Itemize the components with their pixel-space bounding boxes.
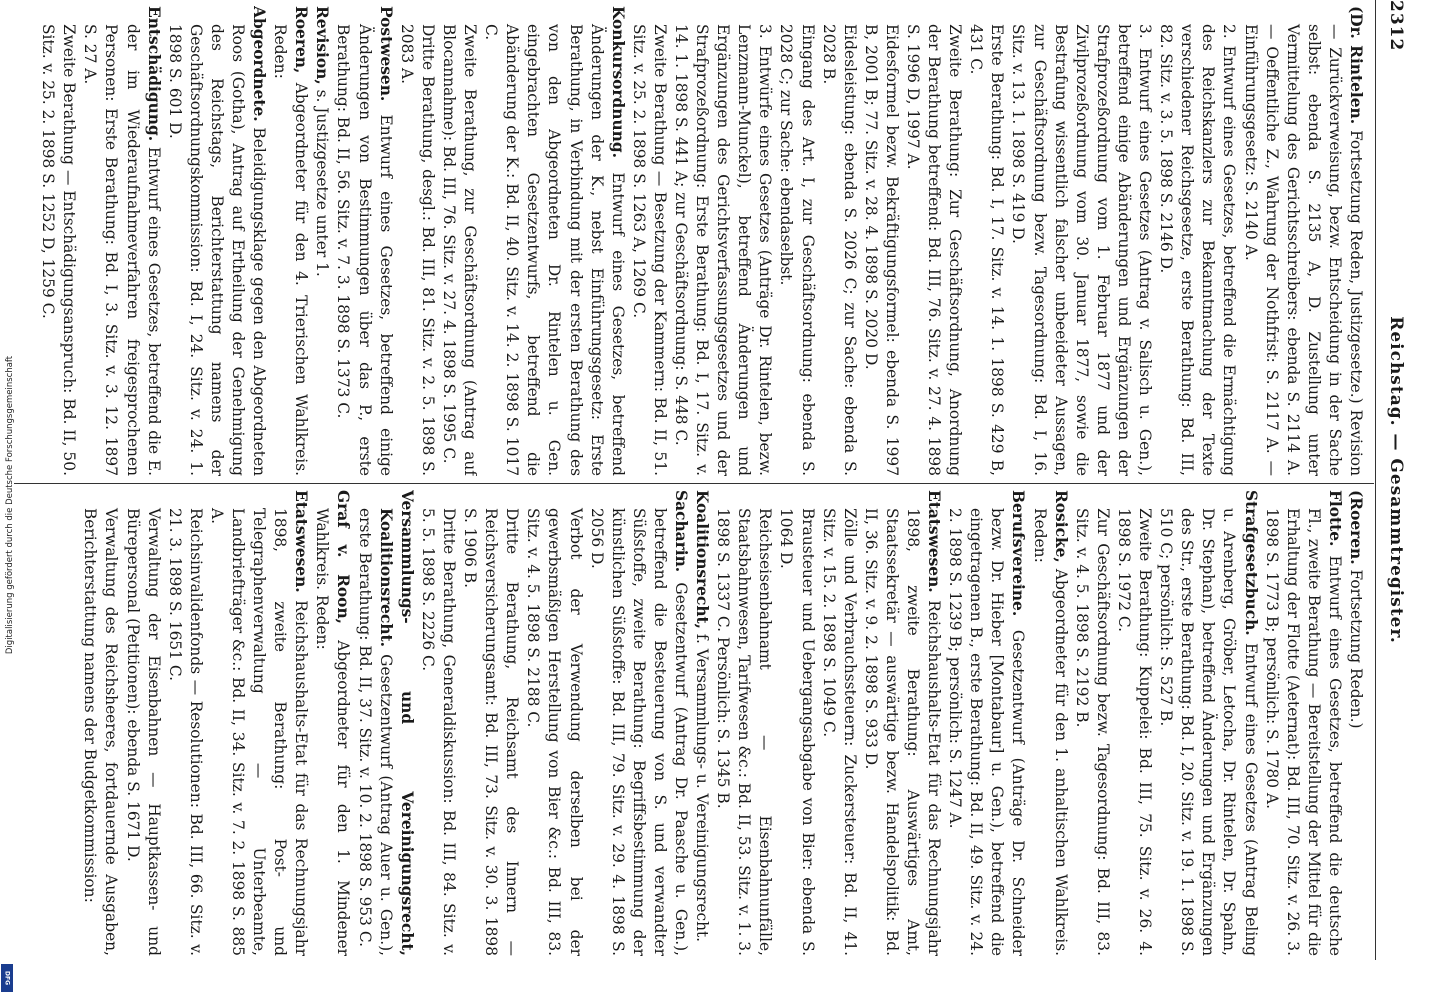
entry-text: Abgeordneter für den 1. Mindener Wahlkreis. Reden:	[313, 508, 353, 956]
entry-lemma: (Roeren.	[1347, 490, 1365, 565]
right-column	[6, 490, 1366, 956]
entry-text: Beleidigungsklage gegen den Abgeordneten Roos (Gotha), Antrag auf Ertheilung der Genehmigung des Reichstags, Berichterstattung namens der Geschäftsordnungskommission: Bd. I, 24. Sitz. v. 24. 1. 1898 S. 601 D.	[165, 24, 269, 476]
entry-text: Entwurf eines Gesetzes, betreffend die E. der im Wiederaufnahmeverfahren freigesprochenen Personen: Erste Berathung: Bd. I, 3. Sitz. v. 3. 12. 1897 S. 27 A.	[81, 24, 163, 476]
entry-lemma: Etatswesen.	[292, 490, 311, 593]
page-number: 2312	[1386, 0, 1406, 52]
entry-text: Zweite Berathung — Entschädigungsanspruch: Bd. II, 50. Sitz. v. 25. 2. 1898 S. 1252 D, 1259 C.	[39, 24, 79, 476]
register-entry	[1007, 6, 1155, 476]
entry-text: Eingang des Art. I, zur Geschäftsordnung: ebenda S. 2028 C; zur Sache: ebendaselbst.	[777, 24, 817, 476]
entry-text: Dritte Berathung, desgl.: Bd. III, 81. Sitz. v. 2. 5. 1898 S. 2083 A.	[397, 24, 437, 476]
entry-text: Reichsinvalidenfonds — Resolutionen: Bd. III, 66. Sitz. v. 21. 3. 1898 S. 1651 C.	[165, 508, 205, 956]
entry-text: Zweite Berathung: Kuppelei: Bd. III, 75. Sitz. v. 26. 4. 1898 S. 1972 C.	[1114, 508, 1155, 956]
entry-text: Verwaltung des Reichsheeres, fortdauernde Ausgaben, Berichterstattung namens der Budgetkommission:	[81, 508, 121, 956]
entry-text: Entwurf eines Gesetzes, betreffend die deutsche Fl., zweite Berathung — Bereitstellung der Mittel für die Erhaltung der Flotte (Aeternat): Bd. III, 70. Sitz. v. 26. 3. 1898 S. 1773 B; persönlich: S. 1780 A.	[1262, 508, 1344, 956]
entry-lemma: Berufsvereine.	[1009, 490, 1028, 617]
register-entry	[944, 490, 1028, 956]
entry-text: Abgeordneter für den 4. Trierischen Wahlkreis. Reden:	[271, 24, 311, 476]
entry-text: Entwurf eines Gesetzes, betreffend Änderungen der K., nebst Einführungsgesetz: Erste Berathung, in Verbindung mit der ersten Berathung des von den Abgeordneten Dr. Rintelen u. Gen. eingebrachten Gesetzentwurfs, betreffend die Abänderung der K.: Bd. II, 40. Sitz. v. 14. 2. 1898 S. 1017 C.	[482, 24, 627, 476]
entry-lemma: (Dr. Rintelen.	[1347, 6, 1365, 125]
entry-lemma: Roeren,	[292, 6, 311, 74]
entry-text: Verwaltung der Eisenbahnen — Hauptkassen- und Bürepersonal (Petitionen): ebenda S. 1671 D.	[123, 508, 163, 956]
register-entry	[1345, 490, 1366, 956]
register-entry	[965, 6, 1007, 476]
entry-lemma: Versammlungs- und Vereinigungsrecht, Koalitionsrecht.	[376, 490, 416, 956]
entry-lemma: Sacharin.	[672, 490, 690, 573]
entry-lemma: Etatswesen.	[925, 490, 944, 593]
entry-text: Reichshaushalts-Etat für das Rechnungsjahr 1898, zweite Berathung: Post- und Telegraphenverwaltung — Unterbeamte, Landbriefträger &c.: Bd. II, 34. Sitz. v. 7. 2. 1898 S. 885 A.	[207, 508, 311, 956]
register-entry	[121, 490, 163, 956]
entry-text: s. Justizgesetze unter 1.	[313, 84, 332, 277]
register-entry	[1261, 490, 1345, 956]
register-entry	[691, 490, 712, 956]
register-entry	[354, 490, 417, 956]
entry-text: Brausteuer und Uebergangsabgabe von Bier: ebenda S. 1064 D.	[777, 508, 817, 956]
entry-lemma: Strafgesetzbuch.	[1241, 490, 1260, 636]
register-entry	[311, 6, 332, 476]
column-divider	[6, 483, 1374, 484]
entry-text: f. Versammlungs- u. Vereinigungsrecht.	[693, 628, 712, 943]
entry-text: 3. Entwürfe eines Gesetzes (Anträge Dr. Rintelen, bezw. Lenzmann-Munckel), betreffend Änderungen und Ergänzungen des Gerichtsverfassungsgesetzes und der Strafprozeßordnung: Erste Berathung: Bd. I, 17. Sitz. v. 14. 1. 1898 S. 441 A; zur Geschäftsordnung: S. 448 C.	[672, 24, 775, 476]
register-entry	[417, 490, 459, 956]
register-entry	[79, 490, 121, 956]
entry-text: Reichseisenbahnamt — Eisenbahnunfälle, Staatsbahnwesen, Tarifwesen &c.: Bd. II, 53. Sitz. v. 1. 3. 1898 S. 1337 C. Persönlich: S. 1345 B.	[714, 508, 775, 956]
entry-text: Zweite Berathung — Besetzung der Kammern: Bd. II, 51. Sitz. v. 25. 2. 1898 S. 1263 A, 1269 C.	[629, 24, 669, 476]
register-entry	[438, 6, 480, 476]
register-entry	[712, 490, 775, 956]
register-entry	[79, 6, 163, 476]
digitization-credit	[0, 0, 14, 1000]
register-entry	[670, 6, 775, 476]
register-entry	[1155, 490, 1260, 956]
register-entry	[1029, 490, 1071, 956]
entry-text: Dritte Berathung, Generaldiskussion: Bd. III, 84. Sitz. v. 5. 5. 1898 S. 2226 C.	[418, 508, 458, 956]
entry-text: Entwurf eines Gesetzes, betreffend einige Änderungen von Bestimmungen über das P., erste Berathung: Bd. II, 56. Sitz. v. 7. 3. 1898 S. 1373 C.	[334, 24, 395, 476]
entry-text: Zölle und Verbrauchssteuern: Zuckersteuer: Bd. II, 41. Sitz. v. 15. 2. 1898 S. 1049 C.	[819, 508, 859, 956]
entry-text: Zweite Berathung, zur Geschäftsordnung (Antrag auf Blocannahme): Bd. III, 76. Sitz. v. 27. 4. 1898 S. 1995 C.	[439, 24, 480, 476]
register-entry	[332, 6, 395, 476]
register-entry	[164, 6, 269, 476]
register-entry	[269, 6, 311, 476]
register-entry	[628, 6, 670, 476]
register-entry	[1239, 6, 1366, 476]
register-entry	[522, 490, 585, 956]
register-entry	[818, 490, 860, 956]
entry-text: Zur Geschäftsordnung bezw. Tagesordnung: Bd. III, 83. Sitz. v. 4. 5. 1898 S. 2192 B.	[1072, 508, 1112, 956]
register-entry	[396, 6, 438, 476]
running-title: Reichstag. — Gesammtregister.	[1386, 316, 1406, 644]
entry-text: Eidesformel bezw. Bekräftigungsformel: ebenda S. 1997 B, 2001 B; 77. Sitz. v. 28. 4. 1898 S. 2020 D.	[861, 24, 901, 476]
entry-text: Gesetzentwurf (Anträge Dr. Schneider bezw. Dr. Hieber [Montabaur] u. Gen.), betreffend die eingetragenen B., erste Berathung: Bd. II, 49. Sitz. v. 24. 2. 1898 S. 1239 B; persönlich: S. 1247 A.	[946, 508, 1028, 956]
register-entry	[37, 6, 79, 476]
register-entry	[206, 490, 311, 956]
entry-text: Abgeordneter für den 1. anhaltischen Wahlkreis. Reden:	[1030, 508, 1070, 956]
entry-text: 3. Entwurf eines Gesetzes (Antrag v. Salisch u. Gen.), betreffend einige Abänderungen und Ergänzungen der Strafprozeßordnung vom 1. Februar 1877 und der Zivilprozeßordnung vom 30. Januar 1877, sowie die Bestrafung wissentlich falscher unbeeideter Aussagen, zur Geschäftsordnung bezw. Tagesordnung: Bd. I, 16. Sitz. v. 13. 1. 1898 S. 419 D.	[1009, 24, 1155, 476]
credit-text: Digitalisierung gefördert durch die Deutsche Forschungsgemeinschaft	[5, 355, 15, 655]
entry-lemma: Koalitionsrecht,	[693, 490, 712, 629]
entry-text: Verbot der Verwendung derselben bei der gewerbsmäßigen Herstellung von Bier &c.: Bd. III, 83. Sitz. v. 4. 5. 1898 S. 2188 C.	[524, 508, 585, 956]
entry-lemma: Graf v. Roon,	[334, 490, 353, 624]
dfg-logo: DFG	[1, 964, 13, 992]
register-entry	[860, 490, 944, 956]
register-entry	[480, 6, 628, 476]
entry-lemma: Abgeordnete.	[250, 6, 269, 122]
header-rule	[1375, 0, 1376, 960]
left-column	[6, 6, 1366, 476]
entry-text: Gesetzentwurf (Antrag Dr. Paasche u. Gen.), betreffend die Besteuerung von S. und verwandter Süßstoffe, zweite Berathung: Begriffsbestimmung der künstlichen Süßstoffe: Bd. III, 79. Sitz. v. 29. 4. 1898 S. 2056 D.	[587, 508, 690, 956]
register-entry	[1155, 6, 1239, 476]
register-entry	[902, 6, 965, 476]
entry-text: Erste Berathung: Bd. I, 17. Sitz. v. 14. 1. 1898 S. 429 B, 431 C.	[967, 24, 1007, 476]
register-entry	[860, 6, 902, 476]
page-header	[1376, 0, 1420, 960]
entry-lemma: Entschädigung.	[144, 6, 163, 142]
entry-lemma: Flotte.	[1325, 490, 1344, 547]
entry-text: Reichshaushalts-Etat für das Rechnungsjahr 1898, zweite Berathung: Auswärtiges Amt, Staatssekretär — auswärtige bezw. Handelspolitik: Bd. II, 36. Sitz. v. 9. 2. 1898 S. 933 D.	[861, 508, 944, 956]
register-entry	[1071, 490, 1113, 956]
entry-text: Gesetzentwurf (Antrag Auer u. Gen.), erste Berathung: Bd. II, 37. Sitz. v. 10. 2. 1898 S. 953 C.	[355, 508, 395, 956]
entry-text: Entwurf eines Gesetzes (Antrag Beling u. Arenberg, Gröber, Letocha, Dr. Rintelen, Dr. Spahn, Dr. Stephan), betreffend Änderungen und Ergänzungen des Str., erste Berathung: Bd. I, 20. Sitz. v. 19. 1. 1898 S. 510 C; persönlich: S. 527 B.	[1157, 508, 1260, 956]
entry-text: 2. Entwurf eines Gesetzes, betreffend die Ermächtigung des Reichskanzlers zur Bekanntmachung der Texte verschiedener Reichsgesetze, erste Berathung: Bd. III, 82. Sitz. v. 3. 5. 1898 S. 2146 D.	[1157, 24, 1239, 476]
entry-text: Dritte Berathung, Reichsamt des Innern — Reichsversicherungsamt: Bd. III, 73. Sitz. v. 30. 3. 1898 S. 1906 B.	[461, 508, 522, 956]
register-entry	[775, 6, 817, 476]
register-entry	[775, 490, 817, 956]
entry-text: Eidesleistung: ebenda S. 2026 C; zur Sache: ebenda S. 2028 B.	[819, 24, 859, 476]
entry-lemma: Postwesen.	[376, 6, 395, 102]
entry-lemma: Revision,	[313, 6, 332, 85]
register-entry	[459, 490, 522, 956]
entry-text: Fortsetzung Reden, Justizgesetze.) Revision — Zurückverweisung, bezw. Entscheidung in der Sache selbst: ebenda S. 2135 A, D. Zustellung unter Vermittelung des Gerichtsschreibers: ebenda S. 2114 A. — Oeffentliche Z., Wahrung der Nothfrist: S. 2117 A. — Einführungsgesetz: S. 2140 A.	[1241, 24, 1365, 476]
entry-lemma: Konkursordnung.	[608, 6, 627, 158]
entry-text: Fortsetzung Reden.)	[1347, 564, 1365, 729]
register-entry	[311, 490, 353, 956]
register-entry	[586, 490, 691, 956]
register-entry	[818, 6, 860, 476]
entry-lemma: Rosicke,	[1051, 490, 1070, 563]
entry-text: Zweite Berathung: Zur Geschäftsordnung, Anordnung der Berathung betreffend: Bd. III, 76. Sitz. v. 27. 4. 1898 S. 1996 D, 1997 A.	[904, 24, 965, 476]
register-entry	[1113, 490, 1155, 956]
register-entry	[164, 490, 206, 956]
